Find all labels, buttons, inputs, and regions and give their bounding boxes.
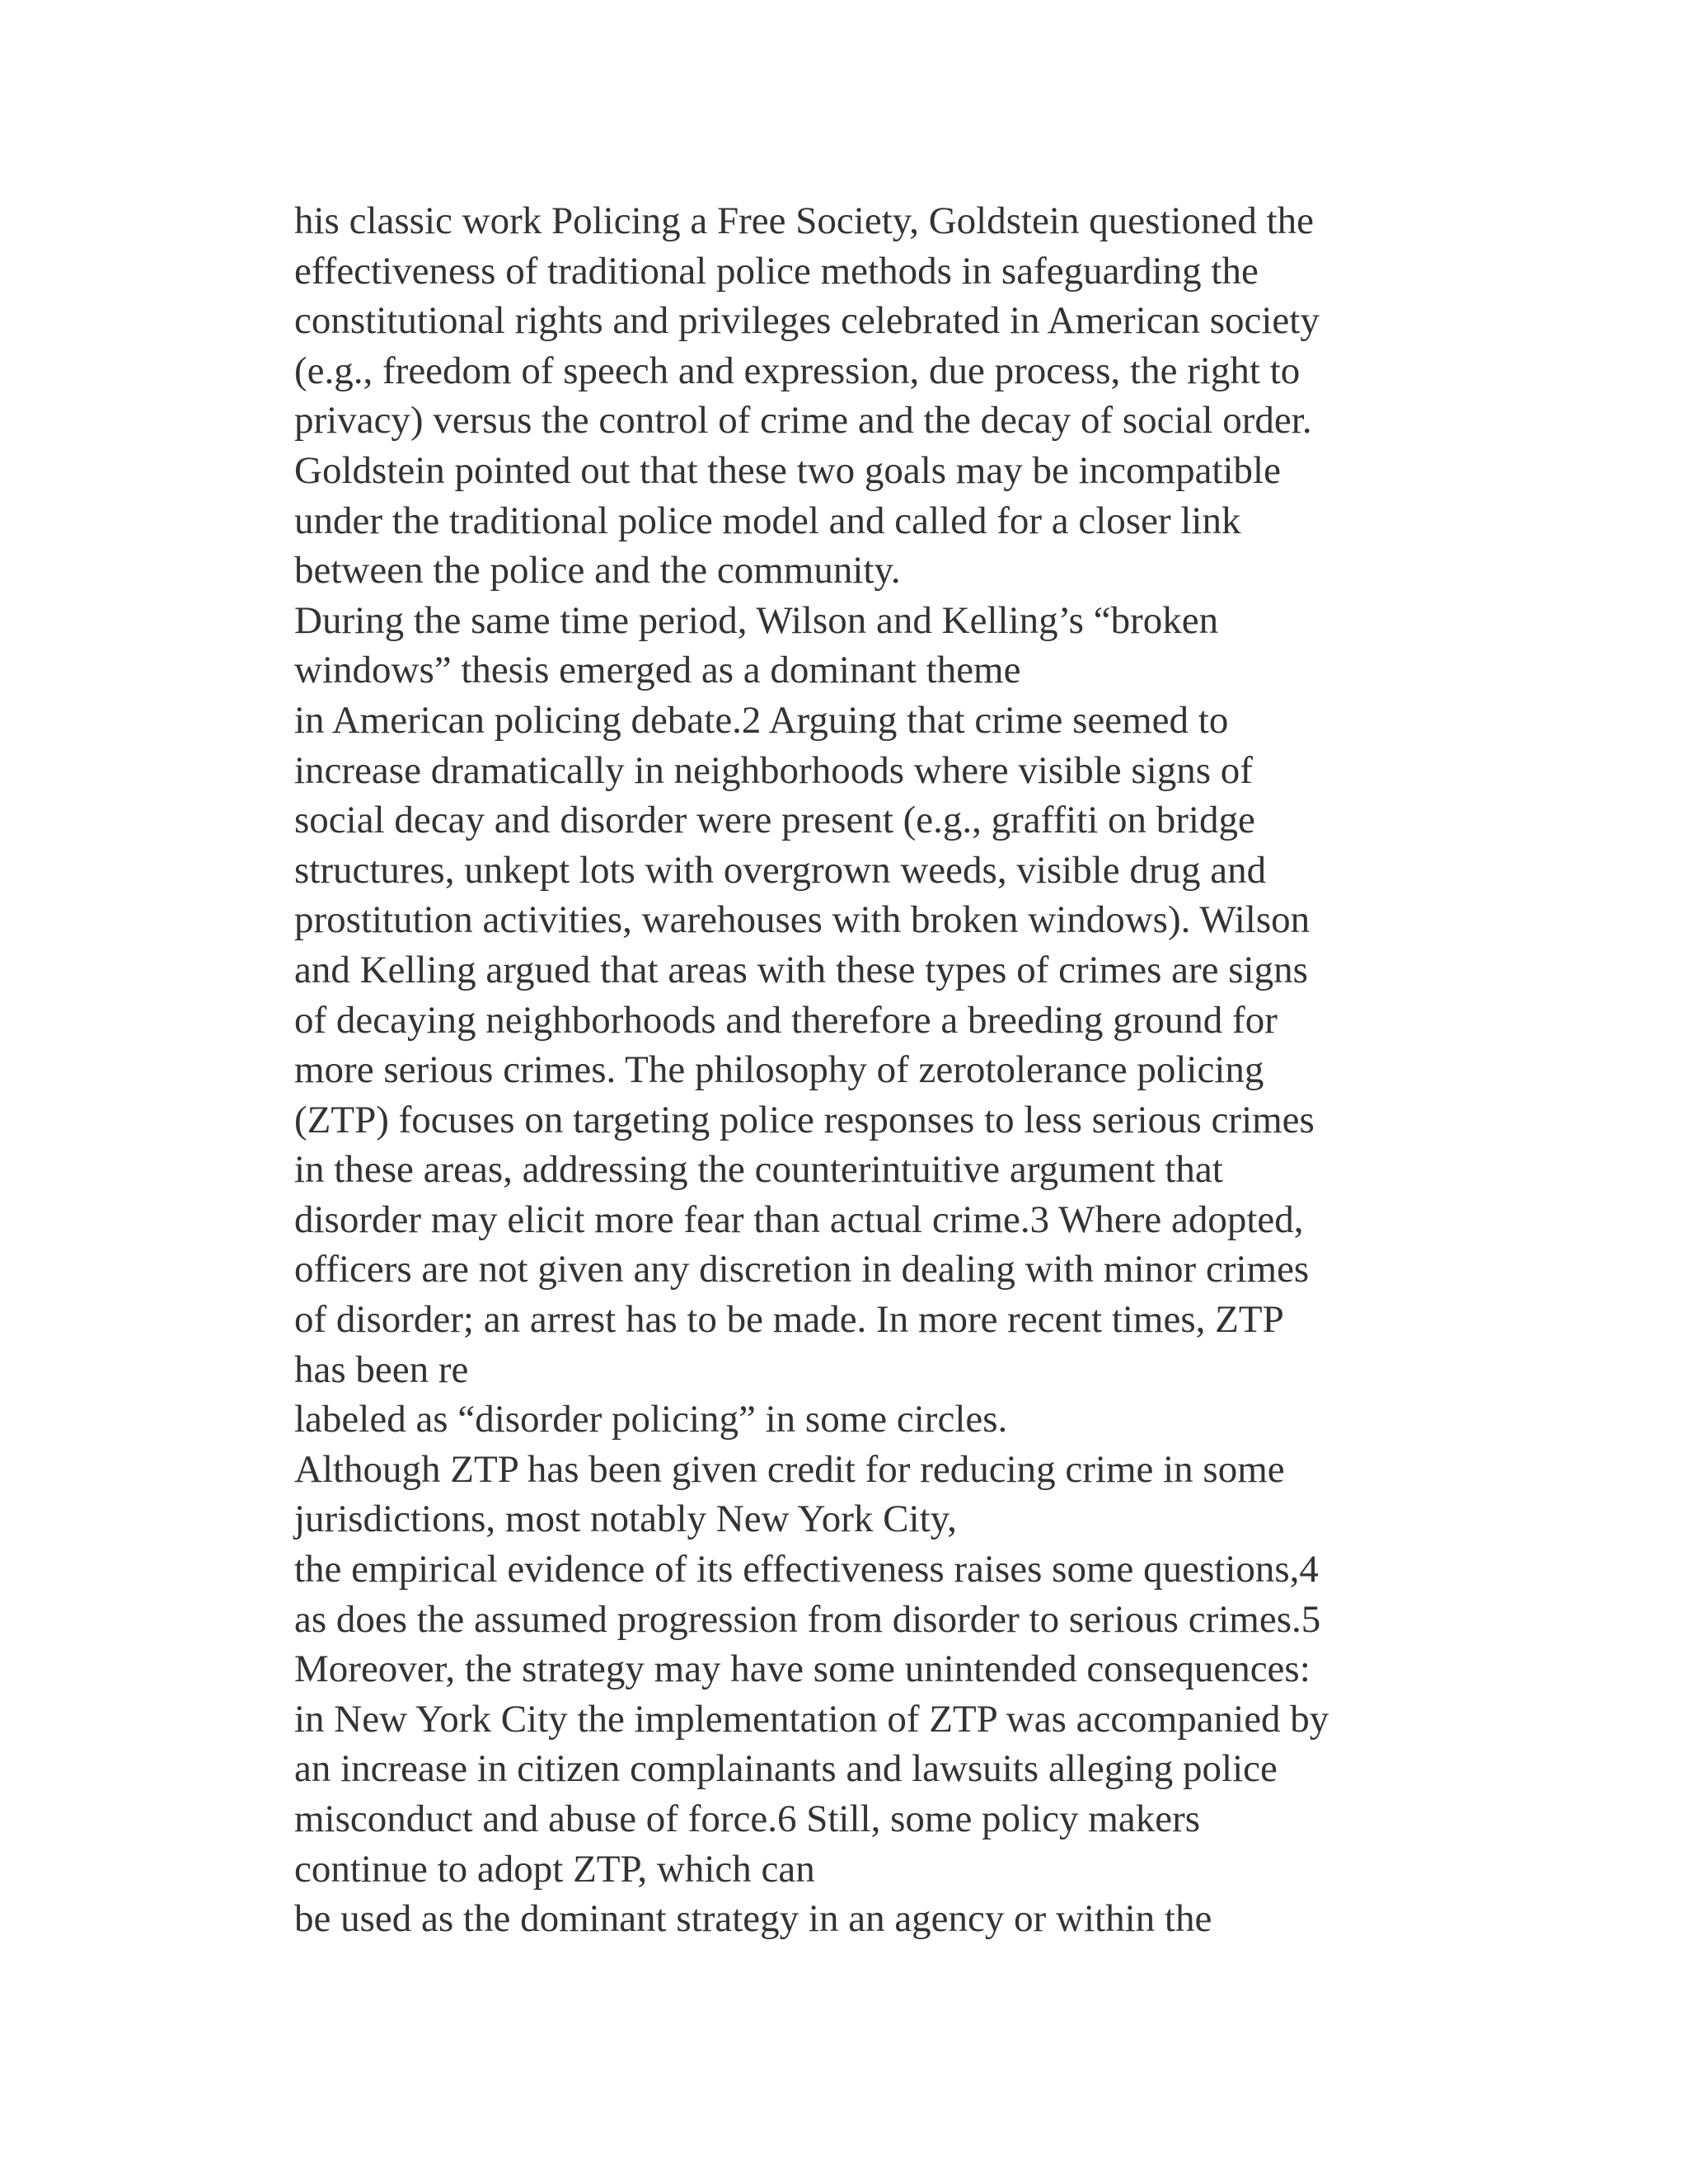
text-line: (e.g., freedom of speech and expression, due process, the right to xyxy=(294,349,1301,392)
text-line: windows” thesis emerged as a dominant theme xyxy=(294,649,1021,692)
text-line: under the traditional police model and called for a closer link xyxy=(294,499,1241,542)
text-line: prostitution activities, warehouses with broken windows). Wilson xyxy=(294,898,1311,942)
text-line: in these areas, addressing the counterintuitive argument that xyxy=(294,1148,1223,1192)
text-line: Moreover, the strategy may have some unintended consequences: xyxy=(294,1647,1311,1691)
text-line: structures, unkept lots with overgrown weeds, visible drug and xyxy=(294,848,1267,892)
text-line: an increase in citizen complainants and lawsuits alleging police xyxy=(294,1747,1278,1791)
text-line: effectiveness of traditional police methods in safeguarding the xyxy=(294,249,1259,293)
text-line: Goldstein pointed out that these two goals may be incompatible xyxy=(294,448,1281,492)
text-line: disorder may elicit more fear than actual crime.3 Where adopted, xyxy=(294,1197,1304,1241)
text-line: privacy) versus the control of crime and the decay of social order. xyxy=(294,399,1312,443)
text-line: in American policing debate.2 Arguing that crime seemed to xyxy=(294,698,1229,742)
text-line: and Kelling argued that areas with these types of crimes are signs xyxy=(294,948,1308,991)
text-line: During the same time period, Wilson and Kelling’s “broken xyxy=(294,598,1219,642)
text-line: social decay and disorder were present (e.g., graffiti on bridge xyxy=(294,799,1255,842)
text-line: (ZTP) focuses on targeting police responses to less serious crimes xyxy=(294,1098,1315,1141)
text-line: misconduct and abuse of force.6 Still, some policy makers xyxy=(294,1797,1201,1840)
body-text xyxy=(294,196,1580,1944)
text-line: between the police and the community. xyxy=(294,549,901,593)
text-line: his classic work Policing a Free Society, Goldstein questioned the xyxy=(294,199,1315,242)
text-line: continue to adopt ZTP, which can xyxy=(294,1847,815,1891)
text-line: in New York City the implementation of ZTP was accompanied by xyxy=(294,1697,1329,1741)
text-line: more serious crimes. The philosophy of zerotolerance policing xyxy=(294,1048,1264,1092)
text-line: increase dramatically in neighborhoods where visible signs of xyxy=(294,748,1253,792)
text-line: has been re xyxy=(294,1347,469,1391)
text-line: of decaying neighborhoods and therefore a breeding ground for xyxy=(294,998,1278,1042)
text-line: jurisdictions, most notably New York City, xyxy=(294,1497,957,1541)
text-line: Although ZTP has been given credit for reducing crime in some xyxy=(294,1447,1285,1491)
text-line: officers are not given any discretion in dealing with minor crimes xyxy=(294,1248,1310,1291)
text-line: the empirical evidence of its effectiveness raises some questions,4 xyxy=(294,1548,1319,1591)
text-line: labeled as “disorder policing” in some circles. xyxy=(294,1398,1008,1441)
text-line: be used as the dominant strategy in an agency or within the xyxy=(294,1897,1212,1941)
text-line: as does the assumed progression from disorder to serious crimes.5 xyxy=(294,1597,1321,1641)
text-line: constitutional rights and privileges celebrated in American society xyxy=(294,299,1320,343)
text-line: of disorder; an arrest has to be made. In more recent times, ZTP xyxy=(294,1298,1284,1342)
